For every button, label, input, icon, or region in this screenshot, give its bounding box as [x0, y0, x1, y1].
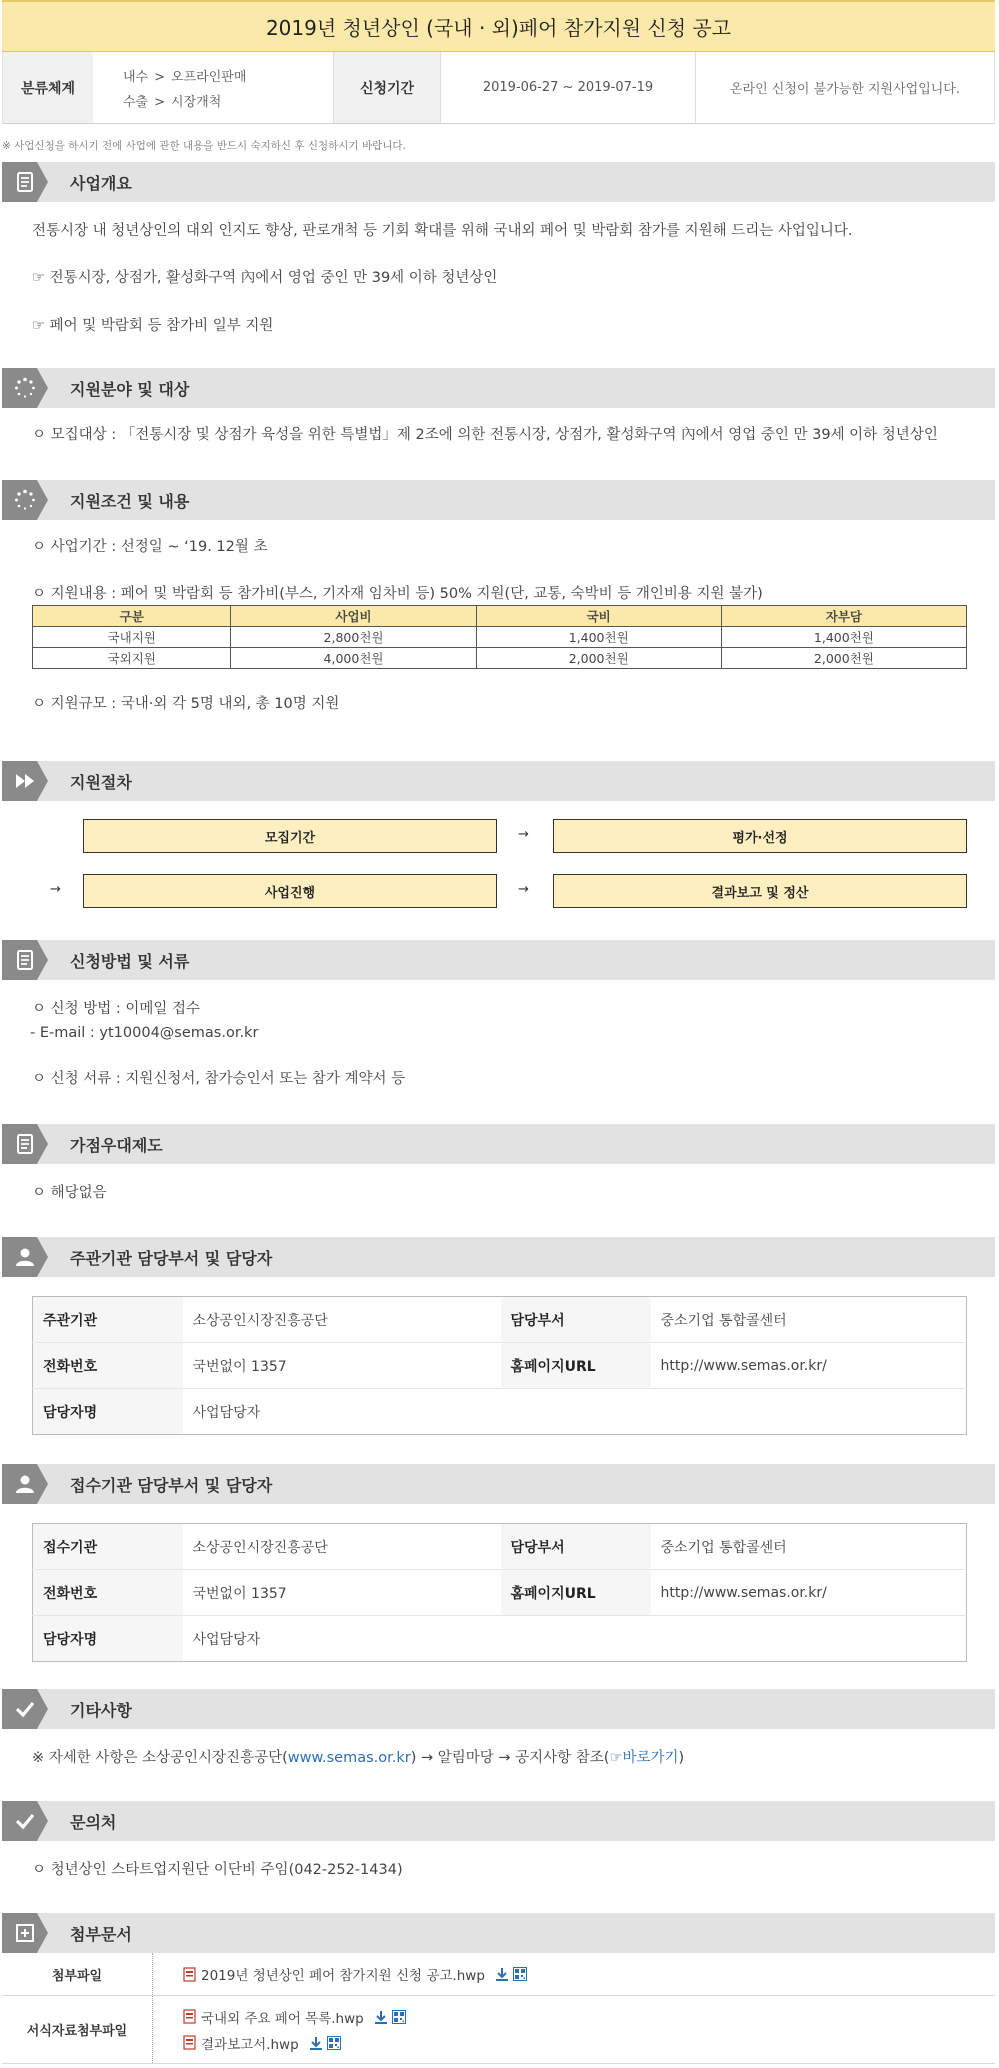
section-header: [2, 940, 995, 980]
section-target: [2, 368, 995, 445]
category-label: 분류체계: [3, 52, 93, 123]
section-procedure: [2, 761, 995, 941]
download-icon[interactable]: [309, 2036, 323, 2050]
empty-cell: [651, 1389, 967, 1435]
notice-text: ※ 사업신청을 하시기 전에 사업에 관한 내용을 반드시 숙지하신 후 신청하시기 바랍니다.: [2, 140, 406, 152]
hwp-file-icon: [183, 1967, 197, 1982]
section-etc: [2, 1689, 995, 1768]
hwp-file-icon: [183, 2009, 197, 2024]
section-header: [2, 480, 995, 520]
section-title: 첨부문서: [70, 1924, 132, 1944]
attachment-row: [2, 1953, 995, 1996]
attachment-file: [183, 2007, 406, 2027]
table-row: [33, 1297, 967, 1343]
file-link[interactable]: 결과보고서.hwp: [201, 2036, 299, 2053]
receiver-contact-table: [32, 1523, 967, 1662]
person-label: 담당자명: [33, 1616, 183, 1662]
phone-value: 국번없이 1357: [183, 1343, 501, 1389]
hwp-file-icon: [183, 2035, 197, 2050]
section-conditions: [2, 480, 995, 714]
bullet-icon: [32, 427, 46, 443]
category-line-2: [123, 91, 333, 110]
attachment-file: [183, 1964, 527, 1984]
host-contact-table: [32, 1296, 967, 1435]
form-attachment-label: 서식자료첨부파일: [26, 2024, 128, 2039]
table-cell: 1,400천원: [721, 626, 966, 647]
section-title: 지원분야 및 대상: [70, 379, 190, 399]
plus-box-icon: [2, 1913, 48, 1953]
document-icon: [2, 1124, 48, 1164]
section-header: [2, 368, 995, 408]
bullet-icon: [32, 696, 46, 712]
section-title: 가점우대제도: [70, 1135, 163, 1155]
file-link[interactable]: 2019년 청년상인 페어 참가지원 신청 공고.hwp: [201, 1968, 485, 1984]
section-title: 지원절차: [70, 772, 132, 792]
section-header: [2, 761, 995, 801]
arrow-right-icon: →: [50, 882, 61, 897]
section-title: 문의처: [70, 1812, 117, 1832]
table-row: [33, 1524, 967, 1570]
dept-label: 담당부서: [501, 1297, 651, 1343]
download-icon[interactable]: [374, 2010, 388, 2024]
step-recruit: 모집기간: [83, 819, 497, 853]
column-header: 국비: [476, 605, 721, 626]
section-header: [2, 1464, 995, 1504]
method-text: 신청 방법 : 이메일 접수: [50, 1001, 201, 1017]
category-main: 내수: [123, 69, 149, 85]
table-cell: 2,000천원: [721, 647, 966, 668]
contact-text: 청년상인 스타트업지원단 이단비 주임(042-252-1434): [50, 1862, 403, 1878]
bullet-icon: [32, 586, 46, 602]
section-header: [2, 1913, 995, 1953]
online-note: 온라인 신청이 불가능한 지원사업입니다.: [729, 82, 960, 97]
preview-icon[interactable]: [513, 1967, 527, 1981]
column-header: 자부담: [721, 605, 966, 626]
overview-support: ☞ 페어 및 박람회 등 참가비 일부 지원: [32, 317, 274, 334]
content-line: [32, 585, 965, 604]
section-header: [2, 1801, 995, 1841]
period-text: 사업기간 : 선정일 ~ ‘19. 12월 초: [50, 539, 268, 555]
section-title: 지원조건 및 내용: [70, 491, 190, 511]
category-values: [93, 52, 333, 123]
section-overview: [2, 162, 995, 336]
section-title: 주관기관 담당부서 및 담당자: [70, 1248, 273, 1268]
url-value: http://www.semas.or.kr/: [651, 1570, 967, 1616]
section-receiver: [2, 1464, 995, 1662]
chevron-right-icon: >: [154, 94, 166, 110]
empty-cell: [651, 1616, 967, 1662]
download-icon[interactable]: [495, 1967, 509, 1981]
contact-line: [32, 1861, 965, 1880]
etc-middle: ) → 알림마당 → 공지사항 참조(: [410, 1750, 610, 1766]
form-attachment-row: [2, 1996, 995, 2064]
org-value: 소상공인시장진흥공단: [183, 1297, 501, 1343]
attachment-label: 첨부파일: [51, 1968, 103, 1984]
dept-value: 중소기업 통합콜센터: [651, 1297, 967, 1343]
period-value: 2019-06-27 ~ 2019-07-19: [441, 52, 696, 123]
section-header: [2, 1237, 995, 1277]
arrow-right-icon: →: [518, 827, 529, 842]
announcement-page: [2, 0, 995, 174]
table-row: [33, 626, 967, 647]
semas-link[interactable]: www.semas.or.kr: [287, 1750, 411, 1766]
attachment-file: [183, 2033, 406, 2053]
person-label: 담당자명: [33, 1389, 183, 1435]
table-cell: 1,400천원: [476, 626, 721, 647]
section-title: 접수기관 담당부서 및 담당자: [70, 1475, 273, 1495]
bullet-icon: [32, 1185, 46, 1201]
file-link[interactable]: 국내외 주요 페어 목록.hwp: [201, 2010, 364, 2027]
phone-label: 전화번호: [33, 1570, 183, 1616]
table-cell: 국내지원: [33, 626, 231, 647]
person-value: 사업담당자: [192, 1631, 261, 1648]
etc-prefix: ※ 자세한 사항은 소상공인시장진흥공단(: [32, 1750, 288, 1766]
table-row: [33, 1389, 967, 1435]
empty-cell: [501, 1389, 651, 1435]
section-header: [2, 1124, 995, 1164]
attachment-files: [152, 1953, 527, 1995]
method-line: [32, 1000, 965, 1019]
info-row: [2, 52, 995, 124]
bullet-icon: [32, 1071, 46, 1087]
bullet-icon: [32, 1001, 46, 1017]
email-line: - E-mail : yt10004@semas.or.kr: [30, 1024, 259, 1041]
category-sub: 시장개척: [171, 94, 222, 110]
section-title: 사업개요: [70, 173, 132, 193]
document-icon: [2, 940, 48, 980]
url-label: 홈페이지URL: [501, 1343, 651, 1389]
step-report: 결과보고 및 정산: [553, 874, 967, 908]
phone-value: 국번없이 1357: [183, 1570, 501, 1616]
docs-line: [32, 1070, 965, 1089]
dots-circle-icon: [2, 480, 48, 520]
table-row: [33, 1570, 967, 1616]
bonus-text: 해당없음: [50, 1185, 107, 1201]
shortcut-link[interactable]: ☞바로가기: [609, 1750, 679, 1766]
person-value: 사업담당자: [192, 1404, 261, 1421]
section-bonus: [2, 1124, 995, 1203]
dept-label: 담당부서: [501, 1524, 651, 1570]
target-line: [32, 426, 965, 445]
table-row: [33, 647, 967, 668]
etc-line: [32, 1749, 965, 1768]
content-text: 지원내용 : 페어 및 박람회 등 참가비(부스, 기자재 임차비 등) 50% 지원(단, 교통, 숙박비 등 개인비용 지원 불가): [50, 585, 763, 602]
docs-text: 신청 서류 : 지원신청서, 참가승인서 또는 참가 계약서 등: [50, 1070, 406, 1087]
dots-circle-icon: [2, 368, 48, 408]
table-row: [33, 1343, 967, 1389]
section-contact: [2, 1801, 995, 1880]
page-title: 2019년 청년상인 (국내 · 외)페어 참가지원 신청 공고: [2, 0, 995, 52]
org-label: 접수기관: [33, 1524, 183, 1570]
check-icon: [2, 1689, 48, 1729]
form-attachment-files: [152, 1996, 406, 2063]
table-cell: 2,800천원: [231, 626, 476, 647]
section-method: [2, 940, 995, 1089]
scale-text: 지원규모 : 국내·외 각 5명 내외, 총 10명 지원: [50, 695, 340, 712]
person-icon: [2, 1237, 48, 1277]
dept-value: 중소기업 통합콜센터: [651, 1524, 967, 1570]
step-progress: 사업진행: [83, 874, 497, 908]
section-host: [2, 1237, 995, 1435]
step-evaluate: 평가·선정: [553, 819, 967, 853]
scale-line: [32, 695, 965, 714]
section-header: [2, 162, 995, 202]
bonus-line: [32, 1184, 965, 1203]
arrow-right-icon: →: [518, 882, 529, 897]
document-icon: [2, 162, 48, 202]
person-icon: [2, 1464, 48, 1504]
overview-description: 전통시장 내 청년상인의 대외 인지도 향상, 판로개척 등 기회 확대를 위해 국내외 페어 및 박람회 참가를 지원해 드리는 사업입니다.: [32, 223, 853, 239]
chevron-right-icon: >: [154, 69, 166, 85]
section-title: 기타사항: [70, 1700, 132, 1720]
etc-suffix: ): [678, 1750, 685, 1766]
fast-forward-icon: [2, 761, 48, 801]
target-text: 모집대상 : 「전통시장 및 상점가 육성을 위한 특별법」제 2조에 의한 전통시장, 상점가, 활성화구역 內에서 영업 중인 만 39세 이하 청년상인: [50, 427, 938, 443]
url-label: 홈페이지URL: [501, 1570, 651, 1616]
org-value: 소상공인시장진흥공단: [183, 1524, 501, 1570]
category-sub: 오프라인판매: [171, 69, 247, 85]
section-attachments: [2, 1913, 995, 2064]
preview-icon[interactable]: [327, 2036, 341, 2050]
overview-target: ☞ 전통시장, 상점가, 활성화구역 內에서 영업 중인 만 39세 이하 청년상인: [32, 269, 498, 286]
org-label: 주관기관: [33, 1297, 183, 1343]
section-title: 신청방법 및 서류: [70, 951, 190, 971]
column-header: 구분: [33, 605, 231, 626]
period-label: 신청기간: [333, 52, 441, 123]
table-cell: 2,000천원: [476, 647, 721, 668]
phone-label: 전화번호: [33, 1343, 183, 1389]
category-main: 수출: [123, 94, 149, 110]
category-line-1: [123, 66, 333, 85]
section-header: [2, 1689, 995, 1729]
empty-cell: [501, 1616, 651, 1662]
url-value: http://www.semas.or.kr/: [651, 1343, 967, 1389]
table-cell: 국외지원: [33, 647, 231, 668]
table-cell: 4,000천원: [231, 647, 476, 668]
period-line: [32, 538, 965, 557]
bullet-icon: [32, 1862, 46, 1878]
table-header-row: [33, 605, 967, 626]
preview-icon[interactable]: [392, 2010, 406, 2024]
check-icon: [2, 1801, 48, 1841]
bullet-icon: [32, 539, 46, 555]
cost-table: [32, 605, 967, 669]
table-row: [33, 1616, 967, 1662]
column-header: 사업비: [231, 605, 476, 626]
